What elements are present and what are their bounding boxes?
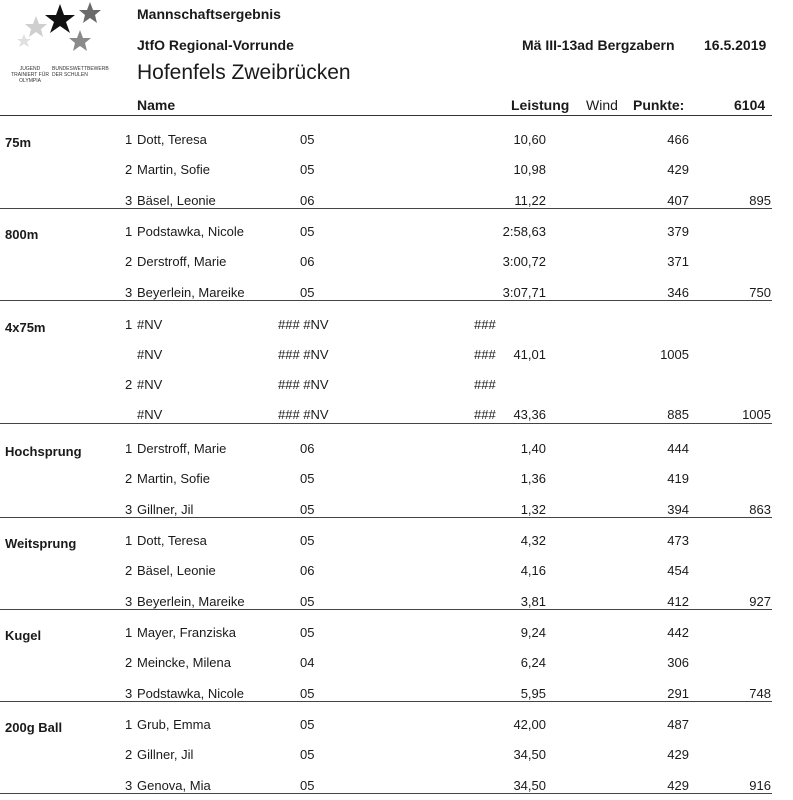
- result-value: 6,24: [520, 655, 546, 670]
- athlete-name: Martin, Sofie: [137, 162, 210, 177]
- result-value: 4,32: [520, 533, 546, 548]
- points-value: 454: [667, 563, 689, 578]
- section-total: 916: [749, 778, 771, 793]
- birth-year: 05: [300, 717, 315, 732]
- column-header-punkte: Punkte:: [633, 97, 685, 113]
- birth-year: 05: [300, 285, 315, 300]
- points-value: 419: [667, 471, 689, 486]
- points-value: 429: [667, 747, 689, 762]
- placeholder-cell: ### #NV: [278, 317, 329, 332]
- birth-year: 06: [300, 441, 315, 456]
- rank: 3: [125, 686, 133, 701]
- placeholder-cell: ### #NV: [278, 377, 329, 392]
- discipline-label: 200g Ball: [5, 720, 63, 735]
- section-total: 863: [749, 502, 771, 517]
- placeholder-cell: ###: [474, 317, 496, 332]
- placeholder-cell: ### #NV: [278, 347, 329, 362]
- section-total: 748: [749, 686, 771, 701]
- athlete-name: Mayer, Franziska: [137, 625, 236, 640]
- discipline-section: [0, 123, 793, 215]
- discipline-section: [0, 215, 793, 307]
- rank: 1: [125, 717, 133, 732]
- birth-year: 05: [300, 686, 315, 701]
- athlete-name: #NV: [137, 377, 163, 392]
- discipline-label: Hochsprung: [5, 444, 82, 459]
- rank: 3: [125, 285, 133, 300]
- table-row: [0, 162, 793, 178]
- column-header-leistung: Leistung: [511, 97, 570, 113]
- table-row: [0, 778, 793, 794]
- table-row: [0, 317, 793, 333]
- points-value: 429: [667, 162, 689, 177]
- birth-year: 05: [300, 162, 315, 177]
- result-value: 43,36: [513, 407, 546, 422]
- placeholder-cell: ###: [474, 377, 496, 392]
- points-value: 885: [667, 407, 689, 422]
- athlete-name: Dott, Teresa: [137, 533, 207, 548]
- result-value: 41,01: [513, 347, 546, 362]
- birth-year: 06: [300, 563, 315, 578]
- athlete-name: Martin, Sofie: [137, 471, 210, 486]
- team-name: Hofenfels Zweibrücken: [137, 61, 351, 84]
- section-total: 895: [749, 193, 771, 208]
- discipline-label: Kugel: [5, 628, 42, 643]
- points-value: 291: [667, 686, 689, 701]
- athlete-name: Beyerlein, Mareike: [137, 594, 245, 609]
- result-value: 4,16: [520, 563, 546, 578]
- result-value: 42,00: [513, 717, 546, 732]
- table-row: [0, 254, 793, 270]
- points-value: 429: [667, 778, 689, 793]
- table-row: [0, 193, 793, 209]
- birth-year: 05: [300, 471, 315, 486]
- athlete-name: Bäsel, Leonie: [137, 563, 216, 578]
- stars-logo-icon: [14, 2, 110, 64]
- athlete-name: Podstawka, Nicole: [137, 224, 244, 239]
- rank: 1: [125, 533, 133, 548]
- table-row: [0, 347, 793, 363]
- points-value: 412: [667, 594, 689, 609]
- athlete-name: Meincke, Milena: [137, 655, 231, 670]
- birth-year: 04: [300, 655, 315, 670]
- points-value: 487: [667, 717, 689, 732]
- rank: 1: [125, 625, 133, 640]
- result-value: 1,40: [520, 441, 546, 456]
- rank: 2: [125, 162, 133, 177]
- discipline-section: [0, 708, 793, 800]
- logo-text-left: JUGEND TRAINIERT FÜR OLYMPIA: [11, 66, 49, 84]
- birth-year: 05: [300, 502, 315, 517]
- athlete-name: Dott, Teresa: [137, 132, 207, 147]
- placeholder-cell: ###: [474, 347, 496, 362]
- result-value: 9,24: [520, 625, 546, 640]
- event-date: 16.5.2019: [704, 37, 767, 53]
- discipline-section: [0, 524, 793, 616]
- points-value: 466: [667, 132, 689, 147]
- table-row: [0, 407, 793, 423]
- result-value: 1,32: [520, 502, 546, 517]
- athlete-name: Gillner, Jil: [137, 502, 194, 517]
- table-row: [0, 441, 793, 457]
- birth-year: 05: [300, 625, 315, 640]
- result-value: 2:58,63: [502, 224, 546, 239]
- athlete-name: Gillner, Jil: [137, 747, 194, 762]
- competition-name: JtfO Regional-Vorrunde: [137, 37, 294, 53]
- athlete-name: Derstroff, Marie: [137, 254, 227, 269]
- discipline-section: [0, 616, 793, 708]
- column-header-name: Name: [137, 97, 176, 113]
- placeholder-cell: ###: [474, 407, 496, 422]
- section-total: 927: [749, 594, 771, 609]
- section-divider: [0, 701, 772, 702]
- points-value: 442: [667, 625, 689, 640]
- points-value: 444: [667, 441, 689, 456]
- section-divider: [0, 300, 772, 301]
- rank: 3: [125, 193, 133, 208]
- birth-year: 05: [300, 594, 315, 609]
- points-value: 346: [667, 285, 689, 300]
- athlete-name: #NV: [137, 407, 163, 422]
- points-value: 371: [667, 254, 689, 269]
- rank: 2: [125, 747, 133, 762]
- rank: 1: [125, 132, 133, 147]
- points-value: 1005: [660, 347, 689, 362]
- athlete-name: Podstawka, Nicole: [137, 686, 244, 701]
- athlete-name: Derstroff, Marie: [137, 441, 227, 456]
- result-value: 1,36: [520, 471, 546, 486]
- athlete-name: Genova, Mia: [137, 778, 211, 793]
- logo: [8, 2, 114, 98]
- table-row: [0, 717, 793, 733]
- rank: 1: [125, 224, 133, 239]
- header-divider: [0, 115, 772, 116]
- table-row: [0, 502, 793, 518]
- table-row: [0, 563, 793, 579]
- result-value: 5,95: [520, 686, 546, 701]
- rank: 2: [125, 254, 133, 269]
- table-row: [0, 285, 793, 301]
- discipline-label: Weitsprung: [5, 536, 77, 551]
- points-value: 379: [667, 224, 689, 239]
- rank: 3: [125, 502, 133, 517]
- table-row: [0, 471, 793, 487]
- section-divider: [0, 517, 772, 518]
- athlete-name: #NV: [137, 317, 163, 332]
- rank: 1: [125, 441, 133, 456]
- section-divider: [0, 609, 772, 610]
- discipline-label: 4x75m: [5, 320, 46, 335]
- birth-year: 05: [300, 132, 315, 147]
- result-value: 3:07,71: [502, 285, 546, 300]
- section-divider: [0, 208, 772, 209]
- discipline-section: [0, 432, 793, 524]
- rank: 2: [125, 655, 133, 670]
- birth-year: 06: [300, 193, 315, 208]
- logo-text-right: BUNDESWETTBEWERB DER SCHULEN: [52, 66, 109, 78]
- athlete-name: Bäsel, Leonie: [137, 193, 216, 208]
- result-value: 10,60: [513, 132, 546, 147]
- points-value: 407: [667, 193, 689, 208]
- column-header-wind: Wind: [586, 97, 618, 113]
- table-row: [0, 594, 793, 610]
- discipline-section: [0, 308, 793, 422]
- result-value: 34,50: [513, 778, 546, 793]
- venue: Mä III-13ad Bergzabern: [522, 37, 675, 53]
- table-row: [0, 625, 793, 641]
- rank: 3: [125, 778, 133, 793]
- section-total: 750: [749, 285, 771, 300]
- birth-year: 06: [300, 254, 315, 269]
- result-value: 3:00,72: [502, 254, 546, 269]
- points-value: 306: [667, 655, 689, 670]
- table-row: [0, 686, 793, 702]
- birth-year: 05: [300, 533, 315, 548]
- athlete-name: #NV: [137, 347, 163, 362]
- table-row: [0, 224, 793, 240]
- grand-total: 6104: [734, 97, 766, 113]
- birth-year: 05: [300, 778, 315, 793]
- table-row: [0, 132, 793, 148]
- table-row: [0, 655, 793, 671]
- placeholder-cell: ### #NV: [278, 407, 329, 422]
- table-row: [0, 747, 793, 763]
- section-total: 1005: [742, 407, 771, 422]
- result-value: 10,98: [513, 162, 546, 177]
- rank: 3: [125, 594, 133, 609]
- section-divider: [0, 793, 772, 794]
- document-title: Mannschaftsergebnis: [137, 6, 281, 22]
- birth-year: 05: [300, 747, 315, 762]
- points-value: 473: [667, 533, 689, 548]
- result-value: 34,50: [513, 747, 546, 762]
- athlete-name: Beyerlein, Mareike: [137, 285, 245, 300]
- discipline-label: 75m: [5, 135, 32, 150]
- section-divider: [0, 423, 772, 424]
- points-value: 394: [667, 502, 689, 517]
- table-row: [0, 533, 793, 549]
- rank: 2: [125, 563, 133, 578]
- athlete-name: Grub, Emma: [137, 717, 211, 732]
- result-value: 11,22: [514, 193, 546, 208]
- birth-year: 05: [300, 224, 315, 239]
- table-row: [0, 377, 793, 393]
- discipline-label: 800m: [5, 227, 39, 242]
- result-value: 3,81: [520, 594, 546, 609]
- rank: 2: [125, 377, 133, 392]
- rank: 1: [125, 317, 133, 332]
- rank: 2: [125, 471, 133, 486]
